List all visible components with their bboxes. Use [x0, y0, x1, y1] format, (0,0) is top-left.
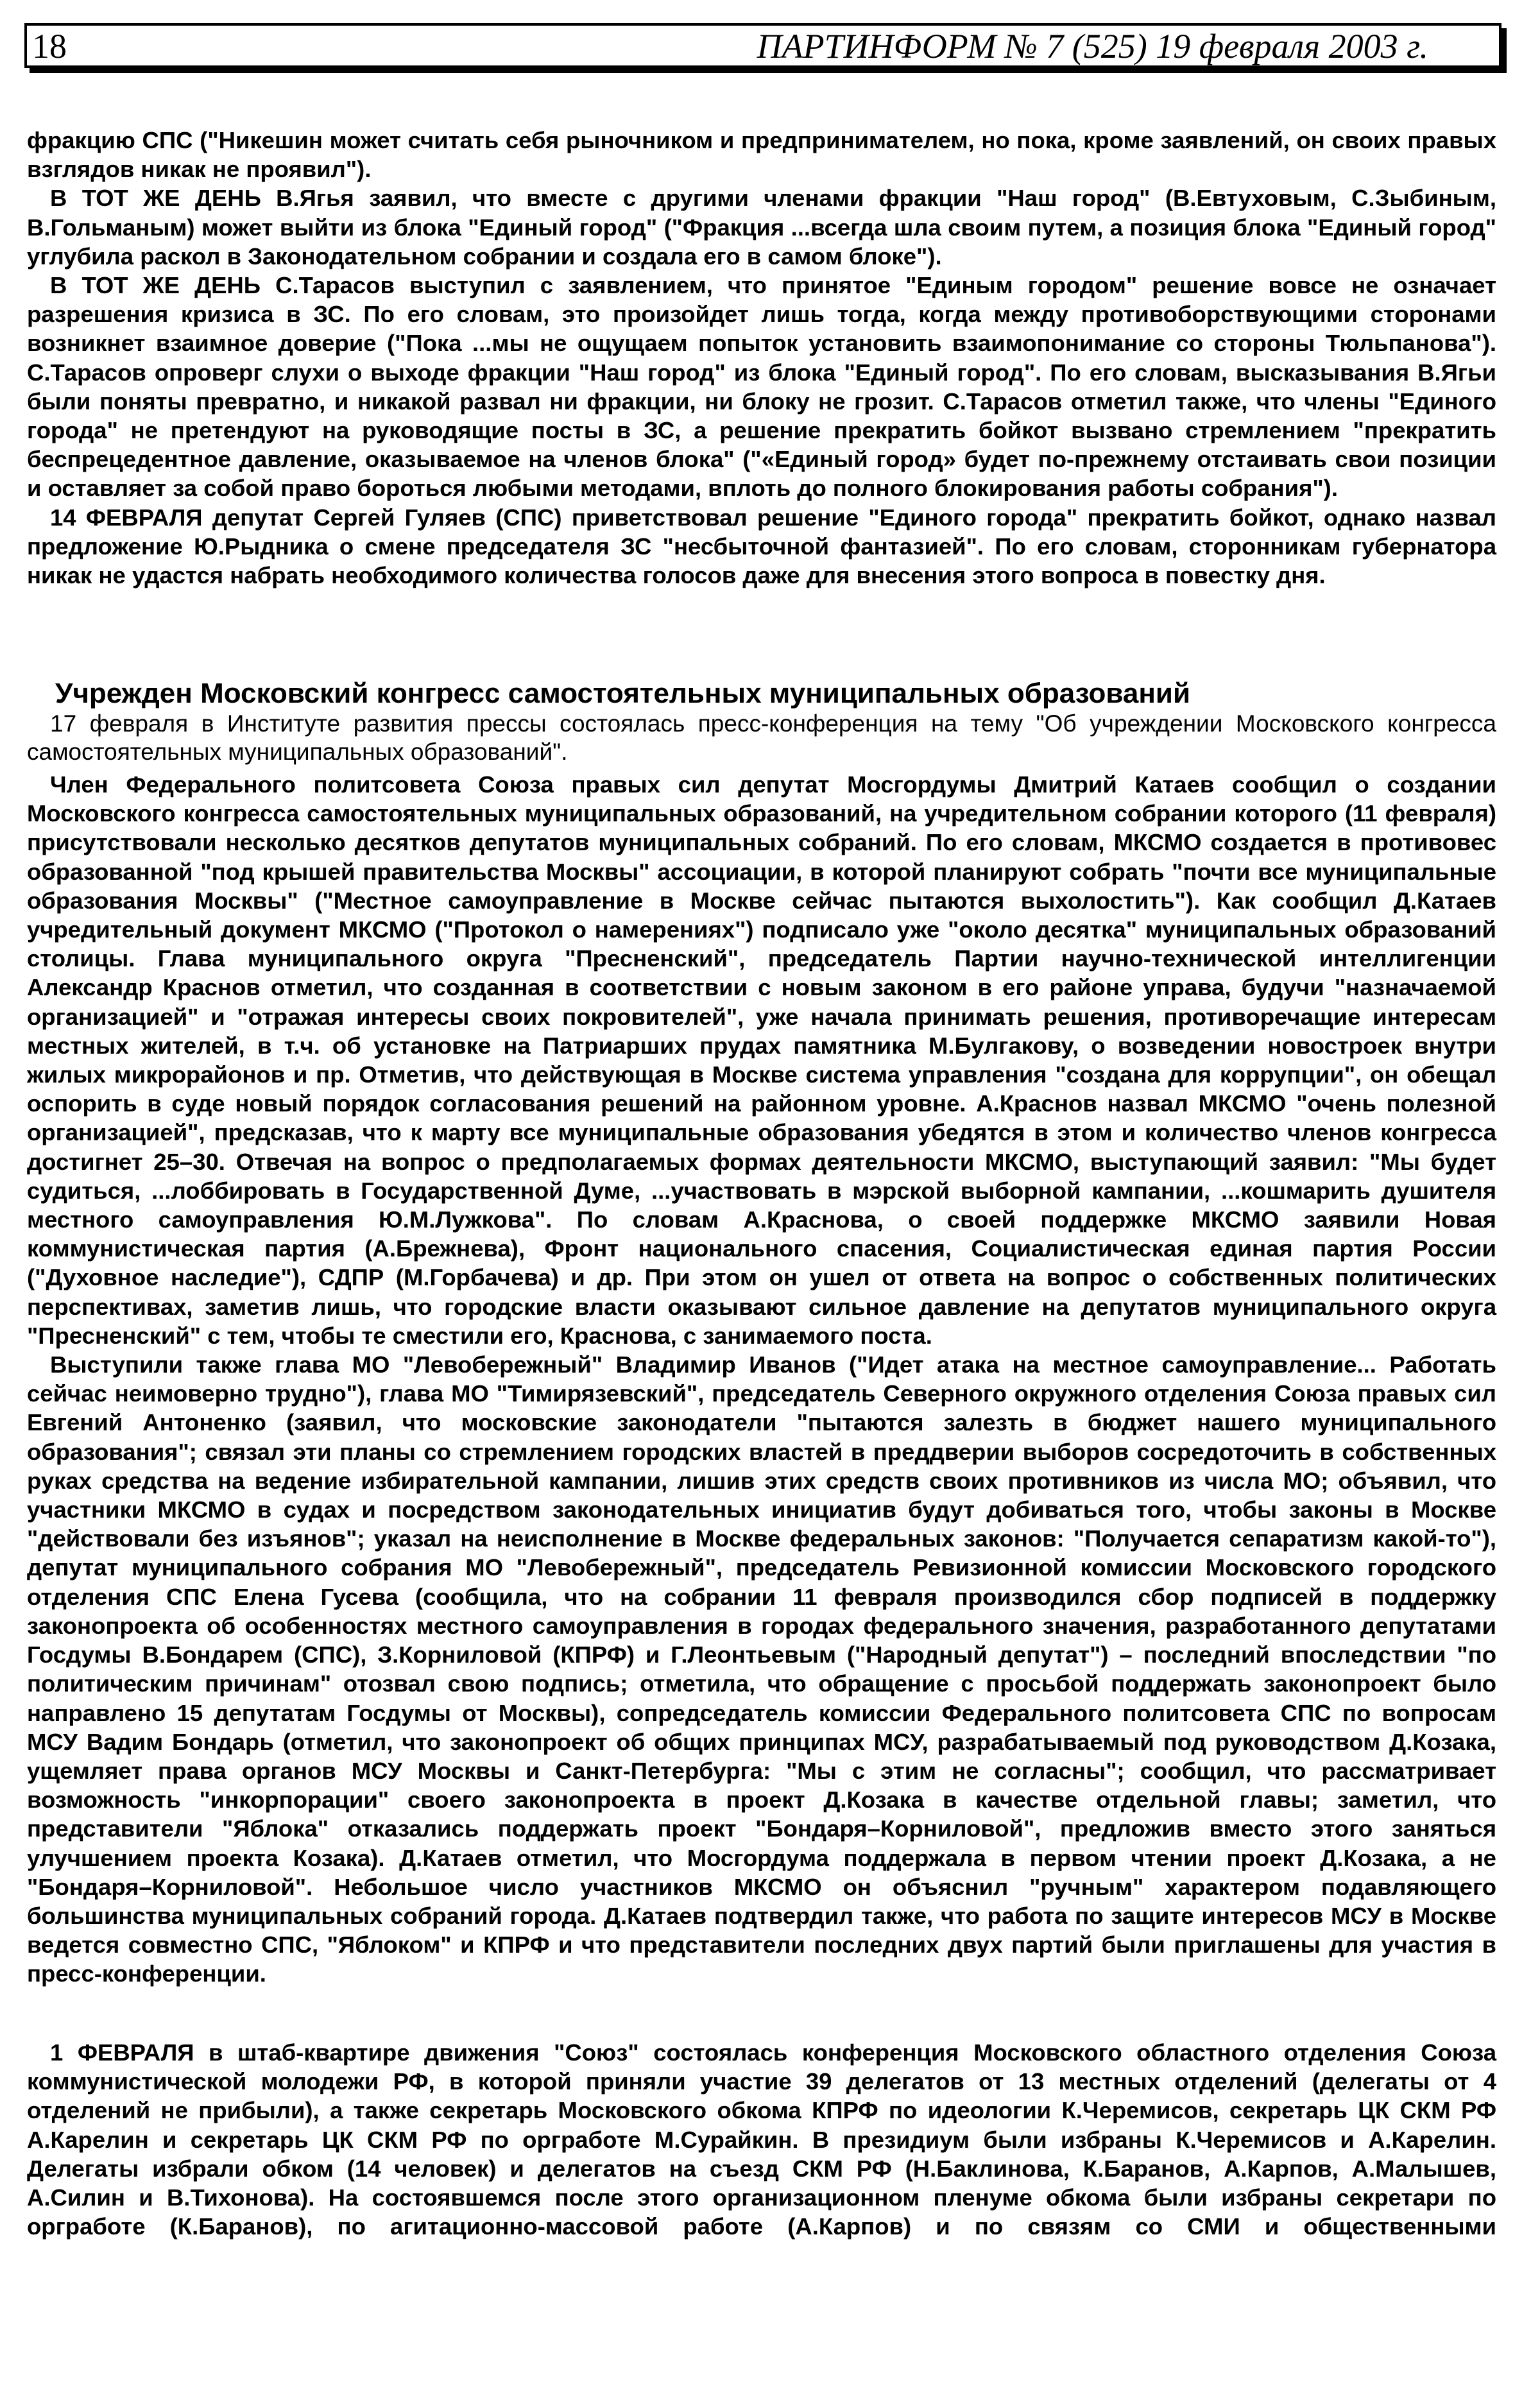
publication-title: ПАРТИНФОРМ № 7 (525) 19 февраля 2003 г.: [757, 27, 1428, 65]
paragraph: Выступили также глава МО "Левобережный" Владимир Иванов ("Идет атака на местное самоуправление... Работать сейчас неимоверно трудно"), глава МО "Тимирязевский", председатель Северного окружного отделения Союза правых сил Евгений Антоненко (заявил, что московские законодатели "пытаются залезть в бюджет нашего муниципального образования"; связал эти планы со стремлением городских властей в преддверии выборов сосредоточить в собственных руках средства на ведение избирательной кампании, лишив этих средств своих противников из числа МО; объявил, что участники МКСМО в судах и посредством законодательных инициатив будут добиваться того, чтобы законы в Москве "действовали без изъянов"; указал на неисполнение в Москве федеральных законов: "Получается сепаратизм какой-то"), депутат муниципального собрания МО "Левобережный", председатель Ревизионной комиссии Московского городского отделения СПС Елена Гусева (сообщила, что на собрании 11 февраля производился сбор подписей в поддержку законопроекта об особенностях местного самоуправления в городах федерального значения, разработанного депутатами Госдумы В.Бондарем (СПС), З.Корниловой (КПРФ) и Г.Леонтьевым ("Народный депутат") – последний впоследствии "по политическим причинам" отозвал свою подпись; отметила, что обращение с просьбой поддержать законопроект было направлено 15 депутатам Госдумы от Москвы), сопредседатель комиссии Федерального политсовета СПС по вопросам МСУ Вадим Бондарь (отметил, что законопроект об общих принципах МСУ, разрабатываемый под руководством Д.Козака, ущемляет права органов МСУ Москвы и Санкт-Петербурга: "Мы с этим не согласны"; сообщил, что рассматривает возможность "инкорпорации" своего законопроекта в проект Д.Козака в качестве отдельной главы; заметил, что представители "Яблока" отказались поддержать проект "Бондаря–Корниловой", предложив вместо этого заняться улучшением проекта Козака). Д.Катаев отметил, что Мосгордума поддержала в первом чтении проект Д.Козака, а не "Бондаря–Корниловой". Небольшое число участников МКСМО он объяснил "ручным" характером подавляющего большинства муниципальных собраний города. Д.Катаев подтвердил также, что работа по защите интересов МСУ в Москве ведется совместно СПС, "Яблоком" и КПРФ и что представители последних двух партий были приглашены для участия в пресс-конференции.: [27, 1351, 1496, 1987]
section-news: [27, 2038, 1496, 2241]
paragraph: В ТОТ ЖЕ ДЕНЬ В.Ягья заявил, что вместе с другими членами фракции "Наш город" (В.Евтуховым, С.Зыбиным, В.Гольманым) может выйти из блока "Единый город" ("Фракция ...всегда шла своим путем, а позиция блока "Единый город" углубила раскол в Законодательном собрании и создала его в самом блоке").: [27, 185, 1496, 270]
paragraph: 14 ФЕВРАЛЯ депутат Сергей Гуляев (СПС) приветствовал решение "Единого города" прекратить бойкот, однако назвал предложение Ю.Рыдника о смене председателя ЗС "несбыточной фантазией". По его словам, сторонникам губернатора никак не удастся набрать необходимого количества голосов даже для внесения этого вопроса в повестку дня.: [27, 504, 1496, 589]
article-intro: 17 февраля в Институте развития прессы состоялась пресс-конференция на тему "Об учреждении Московского конгресса самостоятельных муниципальных образований".: [27, 710, 1496, 765]
paragraph: 1 ФЕВРАЛЯ в штаб-квартире движения "Союз" состоялась конференция Московского областного отделения Союза коммунистической молодежи РФ, в которой приняли участие 39 делегатов от 13 местных отделений (делегаты от 4 отделений не прибыли), а также секретарь Московского обкома КПРФ по идеологии К.Черемисов, секретарь ЦК СКМ РФ А.Карелин и секретарь ЦК СКМ РФ по оргработе М.Сурайкин. В президиум были избраны К.Черемисов и А.Карелин. Делегаты избрали обком (14 человек) и делегатов на съезд СКМ РФ (Н.Баклинова, К.Баранов, А.Карпов, А.Малышев, А.Силин и В.Тихонова). На состоявшемся после этого организационном пленуме обкома были избраны секретари по оргработе (К.Баранов), по агитационно-массовой работе (А.Карпов) и по связям со СМИ и общественными: [27, 2039, 1496, 2240]
paragraph: В ТОТ ЖЕ ДЕНЬ С.Тарасов выступил с заявлением, что принятое "Единым городом" решение вовсе не означает разрешения кризиса в ЗС. По его словам, это произойдет лишь тогда, когда между противоборствующими сторонами возникнет взаимное доверие ("Пока ...мы не ощущаем попыток установить взаимопонимание со стороны Тюльпанова"). С.Тарасов опроверг слухи о выходе фракции "Наш город" из блока "Единый город". По его словам, высказывания В.Ягьи были поняты превратно, и никакой развал ни фракции, ни блоку не грозит. С.Тарасов отметил также, что члены "Единого города" не претендуют на руководящие посты в ЗС, а решение прекратить бойкот вызвано стремлением "прекратить беспрецедентное давление, оказываемое на членов блока" ("«Единый город» будет по-прежнему отстаивать свои позиции и оставляет за собой право бороться любыми методами, вплоть до полного блокирования работы собрания").: [27, 272, 1496, 502]
article: [27, 678, 1496, 1989]
paragraph: Член Федерального политсовета Союза правых сил депутат Мосгордумы Дмитрий Катаев сообщил о создании Московского конгресса самостоятельных муниципальных образований, на учредительном собрании которого (11 февраля) присутствовали несколько десятков депутатов муниципальных собраний. По его словам, МКСМО создается в противовес образованной "под крышей правительства Москвы" ассоциации, в которой планируют собрать "почти все муниципальные образования Москвы" ("Местное самоуправление в Москве сейчас пытаются выхолостить"). Как сообщил Д.Катаев учредительный документ МКСМО ("Протокол о намерениях") подписало уже "около десятка" муниципальных образований столицы. Глава муниципального округа "Пресненский", председатель Партии научно-технической интеллигенции Александр Краснов отметил, что созданная в соответствии с новым законом в его районе управа, будучи "назначаемой организацией" и "отражая интересы своих покровителей", уже начала принимать решения, противоречащие интересам местных жителей, в т.ч. об установке на Патриарших прудах памятника М.Булгакову, о возведении новостроек внутри жилых микрорайонов и пр. Отметив, что действующая в Москве система управления "создана для коррупции", он обещал оспорить в суде новый порядок согласования решений на районном уровне. А.Краснов назвал МКСМО "очень полезной организацией", предсказав, что к марту все муниципальные образования убедятся в этом и количество членов конгресса достигнет 25–30. Отвечая на вопрос о предполагаемых формах деятельности МКСМО, выступающий заявил: "Мы будет судиться, ...лоббировать в Государственной Думе, ...участвовать в мэрской выборной кампании, ...кошмарить душителя местного самоуправления Ю.М.Лужкова". По словам А.Краснова, о своей поддержке МКСМО заявили Новая коммунистическая партия (А.Брежнева), Фронт национального спасения, Социалистическая единая партия России ("Духовное наследие"), СДПР (М.Горбачева) и др. При этом он ушел от ответа на вопрос о собственных политических перспективах, заметив лишь, что городские власти оказывают сильное давление на депутатов муниципального округа "Пресненский" с тем, чтобы те сместили его, Краснова, с занимаемого поста.: [27, 771, 1496, 1349]
page-header: [24, 23, 1502, 68]
section-continuation: [27, 126, 1496, 590]
paragraph: фракцию СПС ("Никешин может считать себя рыночником и предпринимателем, но пока, кроме заявлений, он своих правых взглядов никак не проявил").: [27, 127, 1496, 183]
article-title: Учрежден Московский конгресс самостоятельных муниципальных образований: [55, 678, 1191, 709]
page-number: 18: [32, 27, 67, 65]
